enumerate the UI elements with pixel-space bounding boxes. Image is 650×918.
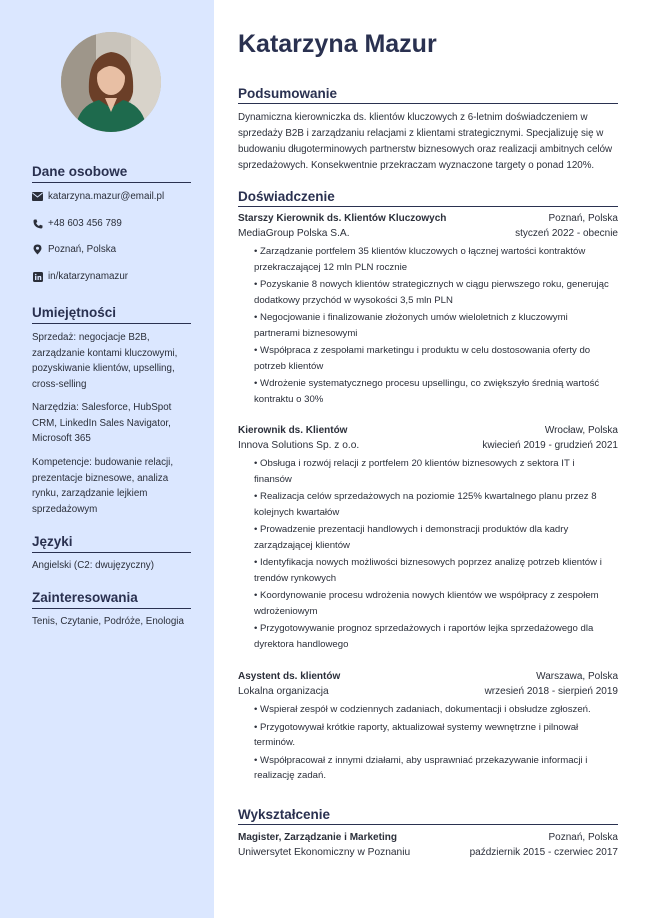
job-entry [238,211,618,409]
location-contact [32,244,116,255]
job-entry [238,669,618,786]
job-bullet: • Wspierał zespół w codziennych zadaniach, dokumentacji i obsłudze zgłoszeń. [254,702,618,718]
job-bullet: • Pozyskanie 8 nowych klientów strategicznych w ciągu pierwszego roku, generując dodatkowy przychód w wysokości 3,5 mln PLN [254,277,618,308]
linkedin-icon [32,271,43,282]
linkedin-text: in/katarzynamazur [48,271,129,282]
email-contact [32,191,164,202]
location-text: Poznań, Polska [48,244,117,255]
education-school: Uniwersytet Ekonomiczny w Poznaniu [238,847,411,858]
job-bullet: • Identyfikacja nowych możliwości biznesowych poprzez analizę potrzeb klientów i trendów rynkowych [254,555,618,586]
job-title: Starszy Kierownik ds. Klientów Kluczowych [238,213,447,224]
experience-heading: Doświadczenie [238,189,618,207]
job-location: Poznań, Polska [548,213,618,224]
job-bullet: • Przygotowywanie prognoz sprzedażowych i raportów lejka sprzedażowego dla dyrektora handlowego [254,621,618,652]
education-heading: Wykształcenie [238,807,618,825]
job-location: Wrocław, Polska [544,425,618,436]
profile-photo [61,32,161,132]
skills-sales: Sprzedaż: negocjacje B2B, zarządzanie kontami kluczowymi, pozyskiwanie klientów, upselling, cross-selling [32,332,178,390]
education-degree: Magister, Zarządzanie i Marketing [238,832,397,843]
job-dates: styczeń 2022 - obecnie [515,228,618,239]
skills-competencies: Kompetencje: budowanie relacji, prezentacje biznesowe, analiza rynku, zarządzanie lejkiem sprzedażowym [32,457,174,515]
job-bullets [238,244,618,407]
linkedin-contact [32,271,128,282]
job-title: Kierownik ds. Klientów [238,425,348,436]
languages-heading: Języki [32,534,191,553]
job-bullet: • Zarządzanie portfelem 35 klientów kluczowych o łącznej wartości kontraktów przekraczającej 12 mln PLN rocznie [254,244,618,275]
email-icon [32,191,43,202]
personal-info-heading: Dane osobowe [32,164,191,183]
location-pin-icon [32,244,43,255]
job-company: Lokalna organizacja [238,686,329,697]
job-entry [238,423,618,654]
phone-contact [32,218,122,229]
job-bullet: • Współpraca z zespołami marketingu i produktu w celu dostosowania oferty do potrzeb klientów [254,343,618,374]
job-bullet: • Negocjowanie i finalizowanie złożonych umów wieloletnich z kluczowymi partnerami biznesowymi [254,310,618,341]
job-company: Innova Solutions Sp. z o.o. [238,440,360,451]
job-bullet: • Obsługa i rozwój relacji z portfelem 20 klientów biznesowych z sektora IT i finansów [254,456,618,487]
job-bullet: • Wdrożenie systematycznego procesu upsellingu, co zwiększyło średnią wartość kontraktu o 30% [254,376,618,407]
job-dates: kwiecień 2019 - grudzień 2021 [482,440,618,451]
education-location: Poznań, Polska [548,832,618,843]
phone-text: +48 603 456 789 [48,218,122,229]
email-text: katarzyna.mazur@email.pl [48,191,165,202]
job-bullet: • Współpracował z innymi działami, aby usprawniać przekazywanie informacji i realizację zadań. [254,753,618,784]
languages-text: Angielski (C2: dwujęzyczny) [32,560,154,571]
job-bullets [238,456,618,652]
job-bullet: • Realizacja celów sprzedażowych na poziomie 125% kwartalnego planu przez 8 kolejnych kwartałów [254,489,618,520]
job-title: Asystent ds. klientów [238,671,341,682]
summary-text: Dynamiczna kierowniczka ds. klientów kluczowych z 6-letnim doświadczeniem w sprzedaży B2B i zarządzaniu relacjami z klientami strategicznymi. Specjalizuję się w budowaniu długoterminowych partnerstw biznesowych oraz realizacji ambitnych celów sprzedażowych. Konsekwentnie przekraczam wyznaczone targety o ponad 120%. [238,112,613,171]
skills-tools: Narzędzia: Salesforce, HubSpot CRM, LinkedIn Sales Navigator, Microsoft 365 [32,402,172,444]
job-bullets [238,702,618,784]
interests-text: Tenis, Czytanie, Podróże, Enologia [32,616,184,627]
phone-icon [32,218,43,229]
skills-heading: Umiejętności [32,305,191,324]
education-dates: październik 2015 - czerwiec 2017 [469,847,618,858]
candidate-name: Katarzyna Mazur [238,30,437,58]
job-location: Warszawa, Polska [536,671,618,682]
job-company: MediaGroup Polska S.A. [238,228,350,239]
job-bullet: • Przygotowywał krótkie raporty, aktualizował systemy wewnętrzne i pilnował terminów. [254,720,618,751]
education-entry [238,830,618,860]
job-bullet: • Prowadzenie prezentacji handlowych i demonstracji produktów dla kadry zarządzającej klientów [254,522,618,553]
interests-heading: Zainteresowania [32,590,191,609]
job-dates: wrzesień 2018 - sierpień 2019 [484,686,618,697]
job-bullet: • Koordynowanie procesu wdrożenia nowych klientów we współpracy z zespołem wdrożeniowym [254,588,618,619]
summary-heading: Podsumowanie [238,86,618,104]
